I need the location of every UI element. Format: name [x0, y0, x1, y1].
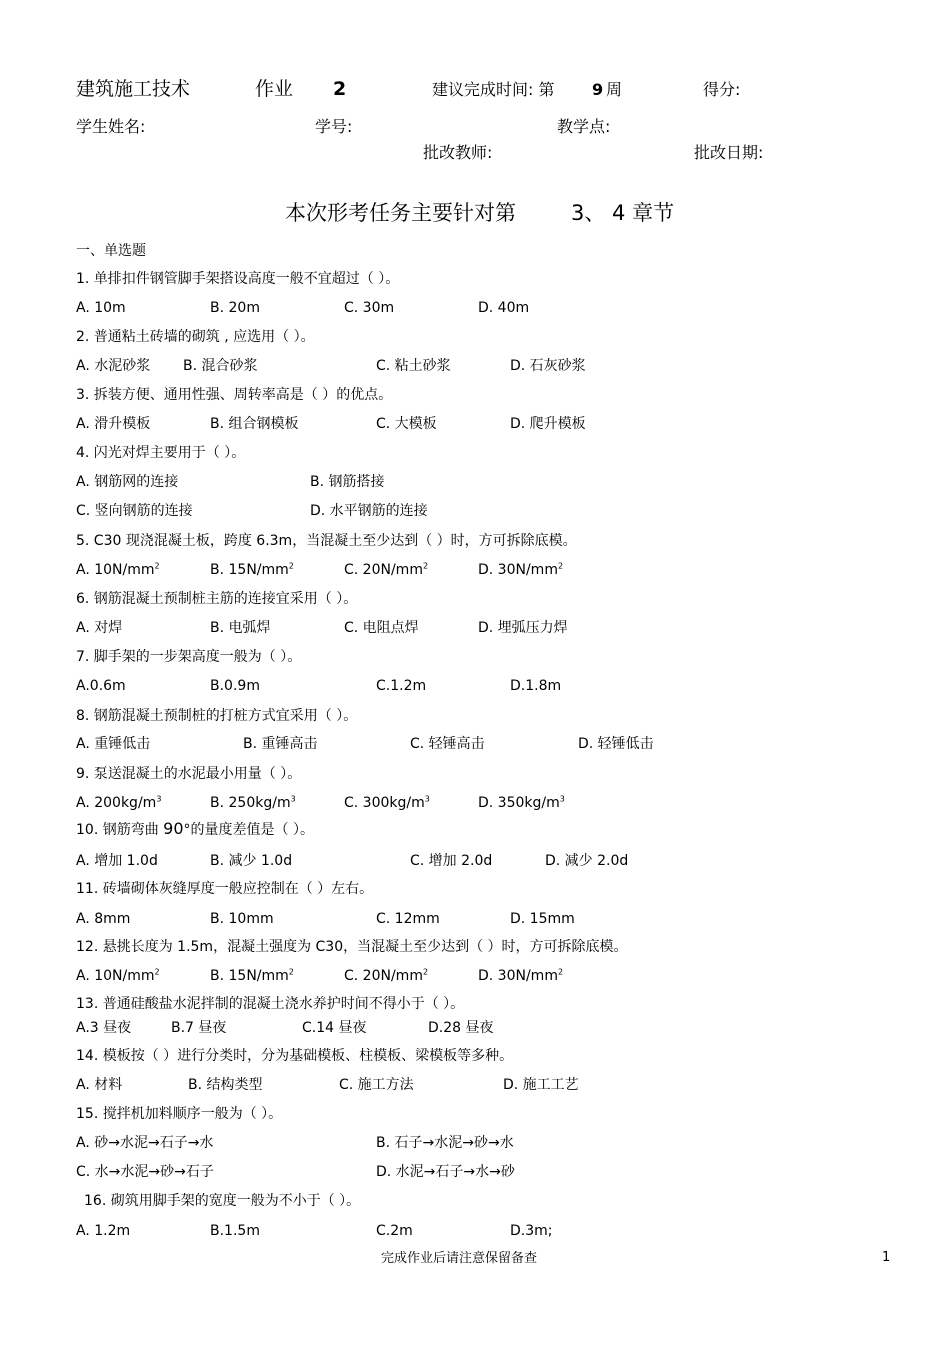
answer-option-label: A.3 昼夜: [76, 1020, 132, 1036]
question-text: 3. 拆装方便、通用性强、周转率高是（ ）的优点。: [76, 387, 393, 403]
teaching-point-label: 教学点:: [557, 117, 611, 136]
answer-option-label: C. 20N/mm: [344, 968, 423, 984]
answer-option-label: C. 增加 2.0d: [410, 853, 493, 869]
question-text: 1. 单排扣件钢管脚手架搭设高度一般不宜超过（ ）。: [76, 271, 400, 287]
answer-option-label: D. 埋弧压力焊: [478, 620, 568, 636]
answer-option: [210, 677, 260, 695]
answer-option: [410, 735, 485, 753]
answer-option-label: D. 施工工艺: [503, 1077, 579, 1093]
answer-option: [76, 1076, 122, 1094]
week-number: 9: [592, 80, 604, 99]
homework-label: 作业: [255, 78, 294, 100]
answer-option: [210, 852, 292, 870]
student-id-label: 学号:: [315, 117, 353, 136]
answer-option-label: C. 竖向钢筋的连接: [76, 503, 193, 519]
answer-option: [376, 1134, 514, 1152]
answer-option-label: B. 15N/mm: [210, 968, 289, 984]
page-number: 1: [882, 1250, 891, 1265]
answer-option-label: D. 30N/mm: [478, 968, 558, 984]
answer-option-label: B. 结构类型: [188, 1077, 263, 1093]
footer-note: 完成作业后请注意保留备查: [381, 1251, 538, 1266]
answer-option-label: B. 混合砂浆: [183, 358, 258, 374]
answer-option-label: A. 10N/mm: [76, 562, 155, 578]
answer-option-label: C. 大模板: [376, 416, 437, 432]
answer-option: [76, 910, 130, 928]
answer-option-label: B. 10mm: [210, 911, 274, 927]
question-text: 13. 普通硅酸盐水泥拌制的混凝土浇水养护时间不得小于（ ）。: [76, 996, 465, 1012]
answer-option-label: D.3m;: [510, 1223, 553, 1239]
week-unit: 周: [606, 80, 623, 99]
answer-option-label: B. 钢筋搭接: [310, 474, 385, 490]
answer-option: [344, 561, 428, 579]
answer-option: [545, 852, 628, 870]
answer-option: [478, 619, 568, 637]
answer-option-label: D. 石灰砂浆: [510, 358, 586, 374]
answer-option: [76, 561, 160, 579]
answer-option-label: C. 水→水泥→砂→石子: [76, 1164, 214, 1180]
answer-option: [76, 967, 160, 985]
answer-option-label: C. 12mm: [376, 911, 440, 927]
answer-option: [76, 1222, 130, 1240]
page-title-prefix: 本次形考任务主要针对第: [285, 201, 516, 225]
answer-option-label: D.1.8m: [510, 678, 562, 694]
question-text: 8. 钢筋混凝土预制桩的打桩方式宜采用（ ）。: [76, 708, 358, 724]
question-text: 15. 搅拌机加料顺序一般为（ ）。: [76, 1106, 283, 1122]
answer-option: [76, 852, 158, 870]
answer-option: [344, 967, 428, 985]
answer-option: [210, 299, 260, 317]
answer-option: [376, 1222, 413, 1240]
answer-option: [171, 1019, 226, 1037]
answer-option-label: A. 砂→水泥→石子→水: [76, 1135, 214, 1151]
answer-option-label: B. 20m: [210, 300, 260, 316]
unit-exponent: 2: [557, 561, 564, 571]
answer-option: [76, 473, 178, 491]
answer-option-label: C. 20N/mm: [344, 562, 423, 578]
answer-option: [376, 415, 437, 433]
page-title-chapters: 3、 4 章节: [571, 201, 675, 225]
homework-number: 2: [333, 78, 347, 100]
answer-option: [310, 473, 385, 491]
answer-option-label: D. 15mm: [510, 911, 575, 927]
student-name-label: 学生姓名:: [76, 117, 146, 136]
answer-option: [410, 852, 492, 870]
answer-option: [210, 794, 296, 812]
answer-option: [478, 299, 529, 317]
unit-exponent: 3: [559, 794, 565, 804]
unit-exponent: 3: [290, 794, 296, 804]
answer-option: [478, 561, 563, 579]
unit-exponent: 2: [288, 967, 294, 977]
answer-option-label: D.28 昼夜: [428, 1020, 494, 1036]
answer-option: [478, 967, 563, 985]
answer-option: [510, 910, 575, 928]
answer-option: [210, 561, 294, 579]
question-text: [76, 820, 314, 839]
answer-option-label: D. 350kg/m: [478, 795, 560, 811]
answer-option-label: C. 30m: [344, 300, 395, 316]
unit-exponent: 2: [154, 967, 160, 977]
answer-option: [76, 677, 126, 695]
question-text: 9. 泵送混凝土的水泥最小用量（ ）。: [76, 766, 302, 782]
answer-option: [428, 1019, 494, 1037]
answer-option: [510, 1222, 553, 1240]
answer-option: [302, 1019, 367, 1037]
answer-option: [510, 677, 561, 695]
question-text: 6. 钢筋混凝土预制桩主筋的连接宜采用（ ）。: [76, 591, 358, 607]
question-text: 12. 悬挑长度为 1.5m，混凝土强度为 C30，当混凝土至少达到（ ）时，方可拆除底模。: [76, 939, 628, 955]
question-text: 5. C30 现浇混凝土板，跨度 6.3m，当混凝土至少达到（ ）时，方可拆除底模。: [76, 533, 577, 549]
answer-option-label: A. 增加 1.0d: [76, 853, 158, 869]
question-text: 4. 闪光对焊主要用于（ ）。: [76, 445, 246, 461]
answer-option-label: B. 石子→水泥→砂→水: [376, 1135, 514, 1151]
answer-option-label: A. 钢筋网的连接: [76, 474, 179, 490]
answer-option-label: C. 电阻点焊: [344, 620, 419, 636]
date-label: 批改日期:: [694, 143, 764, 162]
answer-option: [376, 357, 451, 375]
unit-exponent: 2: [422, 967, 429, 977]
answer-option: [243, 735, 318, 753]
answer-option: [503, 1076, 579, 1094]
answer-option-label: B.1.5m: [210, 1223, 260, 1239]
answer-option-label: B. 250kg/m: [210, 795, 291, 811]
question-text-part: °的量度差值是（ ）。: [183, 822, 314, 838]
answer-option: [76, 619, 122, 637]
answer-option: [210, 910, 274, 928]
answer-option-label: A. 材料: [76, 1077, 123, 1093]
section-heading: 一、单选题: [76, 243, 146, 259]
answer-option-label: C. 轻锤高击: [410, 736, 485, 752]
answer-option: [76, 357, 150, 375]
answer-option: [310, 502, 428, 520]
answer-option: [210, 1222, 260, 1240]
question-text: 16. 砌筑用脚手架的宽度一般为不小于（ ）。: [84, 1193, 361, 1209]
answer-option: [344, 619, 419, 637]
answer-option: [76, 1019, 131, 1037]
answer-option-label: B. 重锤高击: [243, 736, 318, 752]
answer-option-label: A. 对焊: [76, 620, 123, 636]
unit-exponent: 2: [557, 967, 564, 977]
answer-option-label: D. 减少 2.0d: [545, 853, 629, 869]
answer-option: [376, 1163, 515, 1181]
answer-option: [76, 502, 193, 520]
score-label: 得分:: [703, 80, 741, 99]
answer-option-label: A. 滑升模板: [76, 416, 151, 432]
answer-option: [210, 415, 299, 433]
answer-option: [76, 1134, 213, 1152]
answer-option-label: B.7 昼夜: [171, 1020, 227, 1036]
answer-option-label: D. 水泥→石子→水→砂: [376, 1164, 515, 1180]
answer-option-label: D. 30N/mm: [478, 562, 558, 578]
answer-option-label: C. 粘土砂浆: [376, 358, 451, 374]
course-name: 建筑施工技术: [76, 78, 191, 100]
answer-option: [76, 735, 150, 753]
unit-exponent: 3: [156, 794, 162, 804]
answer-option-label: D. 40m: [478, 300, 530, 316]
question-text-part: 10. 钢筋弯曲: [76, 822, 164, 838]
answer-option: [188, 1076, 263, 1094]
answer-option-label: D. 水平钢筋的连接: [310, 503, 428, 519]
answer-option-label: A. 200kg/m: [76, 795, 157, 811]
answer-option-label: B.0.9m: [210, 678, 260, 694]
answer-option: [344, 794, 430, 812]
answer-option-label: C. 施工方法: [339, 1077, 414, 1093]
answer-option: [339, 1076, 414, 1094]
answer-option: [578, 735, 654, 753]
answer-option-label: C.1.2m: [376, 678, 427, 694]
answer-option: [76, 415, 150, 433]
answer-option-label: A. 1.2m: [76, 1223, 131, 1239]
answer-option: [210, 967, 294, 985]
answer-option: [76, 794, 161, 812]
answer-option: [510, 415, 586, 433]
teacher-label: 批改教师:: [423, 143, 493, 162]
unit-exponent: 2: [422, 561, 429, 571]
answer-option-label: A. 重锤低击: [76, 736, 151, 752]
unit-exponent: 3: [424, 794, 430, 804]
answer-option-label: A. 10m: [76, 300, 126, 316]
answer-option: [376, 677, 426, 695]
question-angle-value: 90: [163, 819, 184, 838]
question-text: 14. 模板按（ ）进行分类时，分为基础模板、柱模板、梁模板等多种。: [76, 1048, 514, 1064]
answer-option-label: D. 轻锤低击: [578, 736, 654, 752]
answer-option-label: A. 8mm: [76, 911, 131, 927]
answer-option: [510, 357, 586, 375]
answer-option-label: B. 电弧焊: [210, 620, 271, 636]
answer-option-label: C.2m: [376, 1223, 413, 1239]
answer-option-label: C.14 昼夜: [302, 1020, 367, 1036]
answer-option-label: D. 爬升模板: [510, 416, 586, 432]
answer-option: [210, 619, 271, 637]
answer-option-label: C. 300kg/m: [344, 795, 425, 811]
answer-option-label: B. 组合钢模板: [210, 416, 299, 432]
answer-option-label: B. 减少 1.0d: [210, 853, 293, 869]
answer-option: [76, 299, 126, 317]
suggest-label: 建议完成时间: 第: [432, 80, 555, 99]
question-text: 2. 普通粘土砖墙的砌筑 , 应选用（ ）。: [76, 329, 315, 345]
unit-exponent: 2: [154, 561, 160, 571]
answer-option: [183, 357, 258, 375]
answer-option: [76, 1163, 214, 1181]
unit-exponent: 2: [288, 561, 294, 571]
answer-option-label: A. 10N/mm: [76, 968, 155, 984]
question-text: 11. 砖墙砌体灰缝厚度一般应控制在（ ）左右。: [76, 881, 374, 897]
answer-option: [376, 910, 440, 928]
answer-option: [344, 299, 394, 317]
question-text: 7. 脚手架的一步架高度一般为（ ）。: [76, 649, 302, 665]
answer-option-label: A.0.6m: [76, 678, 126, 694]
answer-option-label: A. 水泥砂浆: [76, 358, 151, 374]
answer-option-label: B. 15N/mm: [210, 562, 289, 578]
answer-option: [478, 794, 565, 812]
